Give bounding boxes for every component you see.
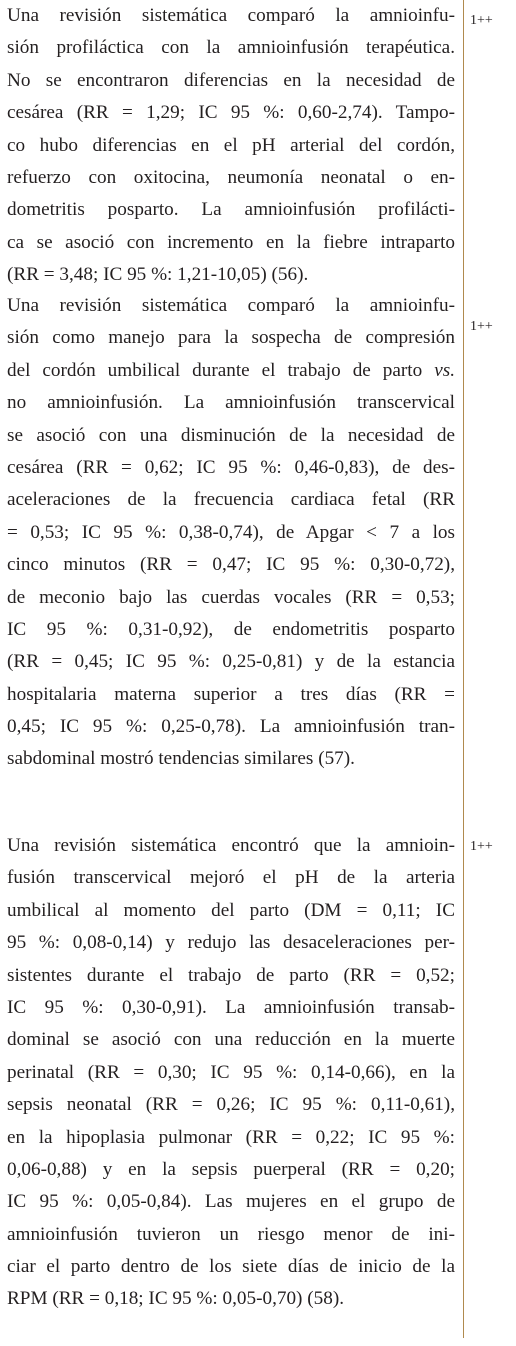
text-line: fusión transcervical mejoró el pH de la arteria bbox=[7, 867, 455, 889]
text-line: dominal se asoció con una reducción en la muerte bbox=[7, 1029, 455, 1051]
text-line: umbilical al momento del parto (DM = 0,11; IC bbox=[7, 899, 455, 921]
text-line: IC 95 %: 0,05-0,84). Las mujeres en el grupo de bbox=[7, 1191, 455, 1213]
text-line: 0,06-0,88) y en la sepsis puerperal (RR = 0,20; bbox=[7, 1158, 455, 1180]
text-line: se asoció con una disminución de la necesidad de bbox=[7, 424, 455, 446]
text-line: Una revisión sistemática encontró que la amnioin- bbox=[7, 835, 455, 856]
text-line: ciar el parto dentro de los siete días de inicio de la bbox=[7, 1256, 455, 1278]
text-line: sabdominal mostró tendencias similares (57). bbox=[7, 748, 355, 770]
text-line: de meconio bajo las cuerdas vocales (RR = 0,53; bbox=[7, 586, 455, 608]
text-line: sión profiláctica con la amnioinfusión terapéutica. bbox=[7, 37, 455, 59]
text-line: ca se asoció con incremento en la fiebre intraparto bbox=[7, 231, 455, 253]
paragraph-cord-compression bbox=[7, 290, 455, 776]
text-line: sepsis neonatal (RR = 0,26; IC 95 %: 0,11-0,61), bbox=[7, 1094, 455, 1116]
text-line: No se encontraron diferencias en la necesidad de bbox=[7, 69, 455, 91]
text-line: aceleraciones de la frecuencia cardiaca fetal (RR bbox=[7, 489, 455, 511]
text-line: amnioinfusión tuvieron un riesgo menor de ini- bbox=[7, 1223, 455, 1245]
text-line: cesárea (RR = 0,62; IC 95 %: 0,46-0,83), de des- bbox=[7, 456, 455, 478]
text-line: = 0,53; IC 95 %: 0,38-0,74), de Apgar < 7 a los bbox=[7, 521, 455, 543]
text-line: Una revisión sistemática comparó la amnioinfu- bbox=[7, 295, 455, 316]
text-line: RPM (RR = 0,18; IC 95 %: 0,05-0,70) (58). bbox=[7, 1288, 345, 1310]
evidence-level-label: 1++ bbox=[470, 319, 493, 334]
text-line bbox=[7, 355, 455, 387]
text-line: IC 95 %: 0,31-0,92), de endometritis posparto bbox=[7, 618, 455, 640]
text-segment: del cordón umbilical durante el trabajo de parto bbox=[7, 359, 423, 381]
text-line: dometritis posparto. La amnioinfusión profilácti- bbox=[7, 199, 455, 221]
text-line: (RR = 3,48; IC 95 %: 1,21-10,05) (56). bbox=[7, 264, 309, 286]
italic-vs: vs. bbox=[434, 359, 455, 381]
text-line: no amnioinfusión. La amnioinfusión transcervical bbox=[7, 392, 455, 414]
text-line: refuerzo con oxitocina, neumonía neonatal o en- bbox=[7, 166, 455, 188]
text-line: 95 %: 0,08-0,14) y redujo las desaceleraciones per- bbox=[7, 932, 455, 954]
evidence-level-label: 1++ bbox=[470, 13, 493, 28]
paragraph-prophylactic-vs-therapeutic bbox=[7, 0, 455, 292]
text-line: IC 95 %: 0,30-0,91). La amnioinfusión transab- bbox=[7, 996, 455, 1018]
text-line: co hubo diferencias en el pH arterial del cordón, bbox=[7, 134, 455, 156]
text-line: 0,45; IC 95 %: 0,25-0,78). La amnioinfusión tran- bbox=[7, 716, 455, 738]
text-line: hospitalaria materna superior a tres días (RR = bbox=[7, 683, 455, 705]
text-line: sistentes durante el trabajo de parto (RR = 0,52; bbox=[7, 964, 455, 986]
text-line: en la hipoplasia pulmonar (RR = 0,22; IC 95 %: bbox=[7, 1126, 455, 1148]
text-line: cinco minutos (RR = 0,47; IC 95 %: 0,30-0,72), bbox=[7, 554, 455, 576]
text-line: perinatal (RR = 0,30; IC 95 %: 0,14-0,66), en la bbox=[7, 1061, 455, 1083]
margin-divider-line bbox=[463, 0, 464, 1338]
text-line: sión como manejo para la sospecha de compresión bbox=[7, 327, 455, 349]
evidence-level-label: 1++ bbox=[470, 839, 493, 854]
text-line: cesárea (RR = 1,29; IC 95 %: 0,60-2,74). Tampo- bbox=[7, 102, 455, 124]
text-line: (RR = 0,45; IC 95 %: 0,25-0,81) y de la estancia bbox=[7, 651, 455, 673]
paragraph-transcervical-transabdominal bbox=[7, 830, 455, 1316]
text-line: Una revisión sistemática comparó la amnioinfu- bbox=[7, 5, 455, 26]
